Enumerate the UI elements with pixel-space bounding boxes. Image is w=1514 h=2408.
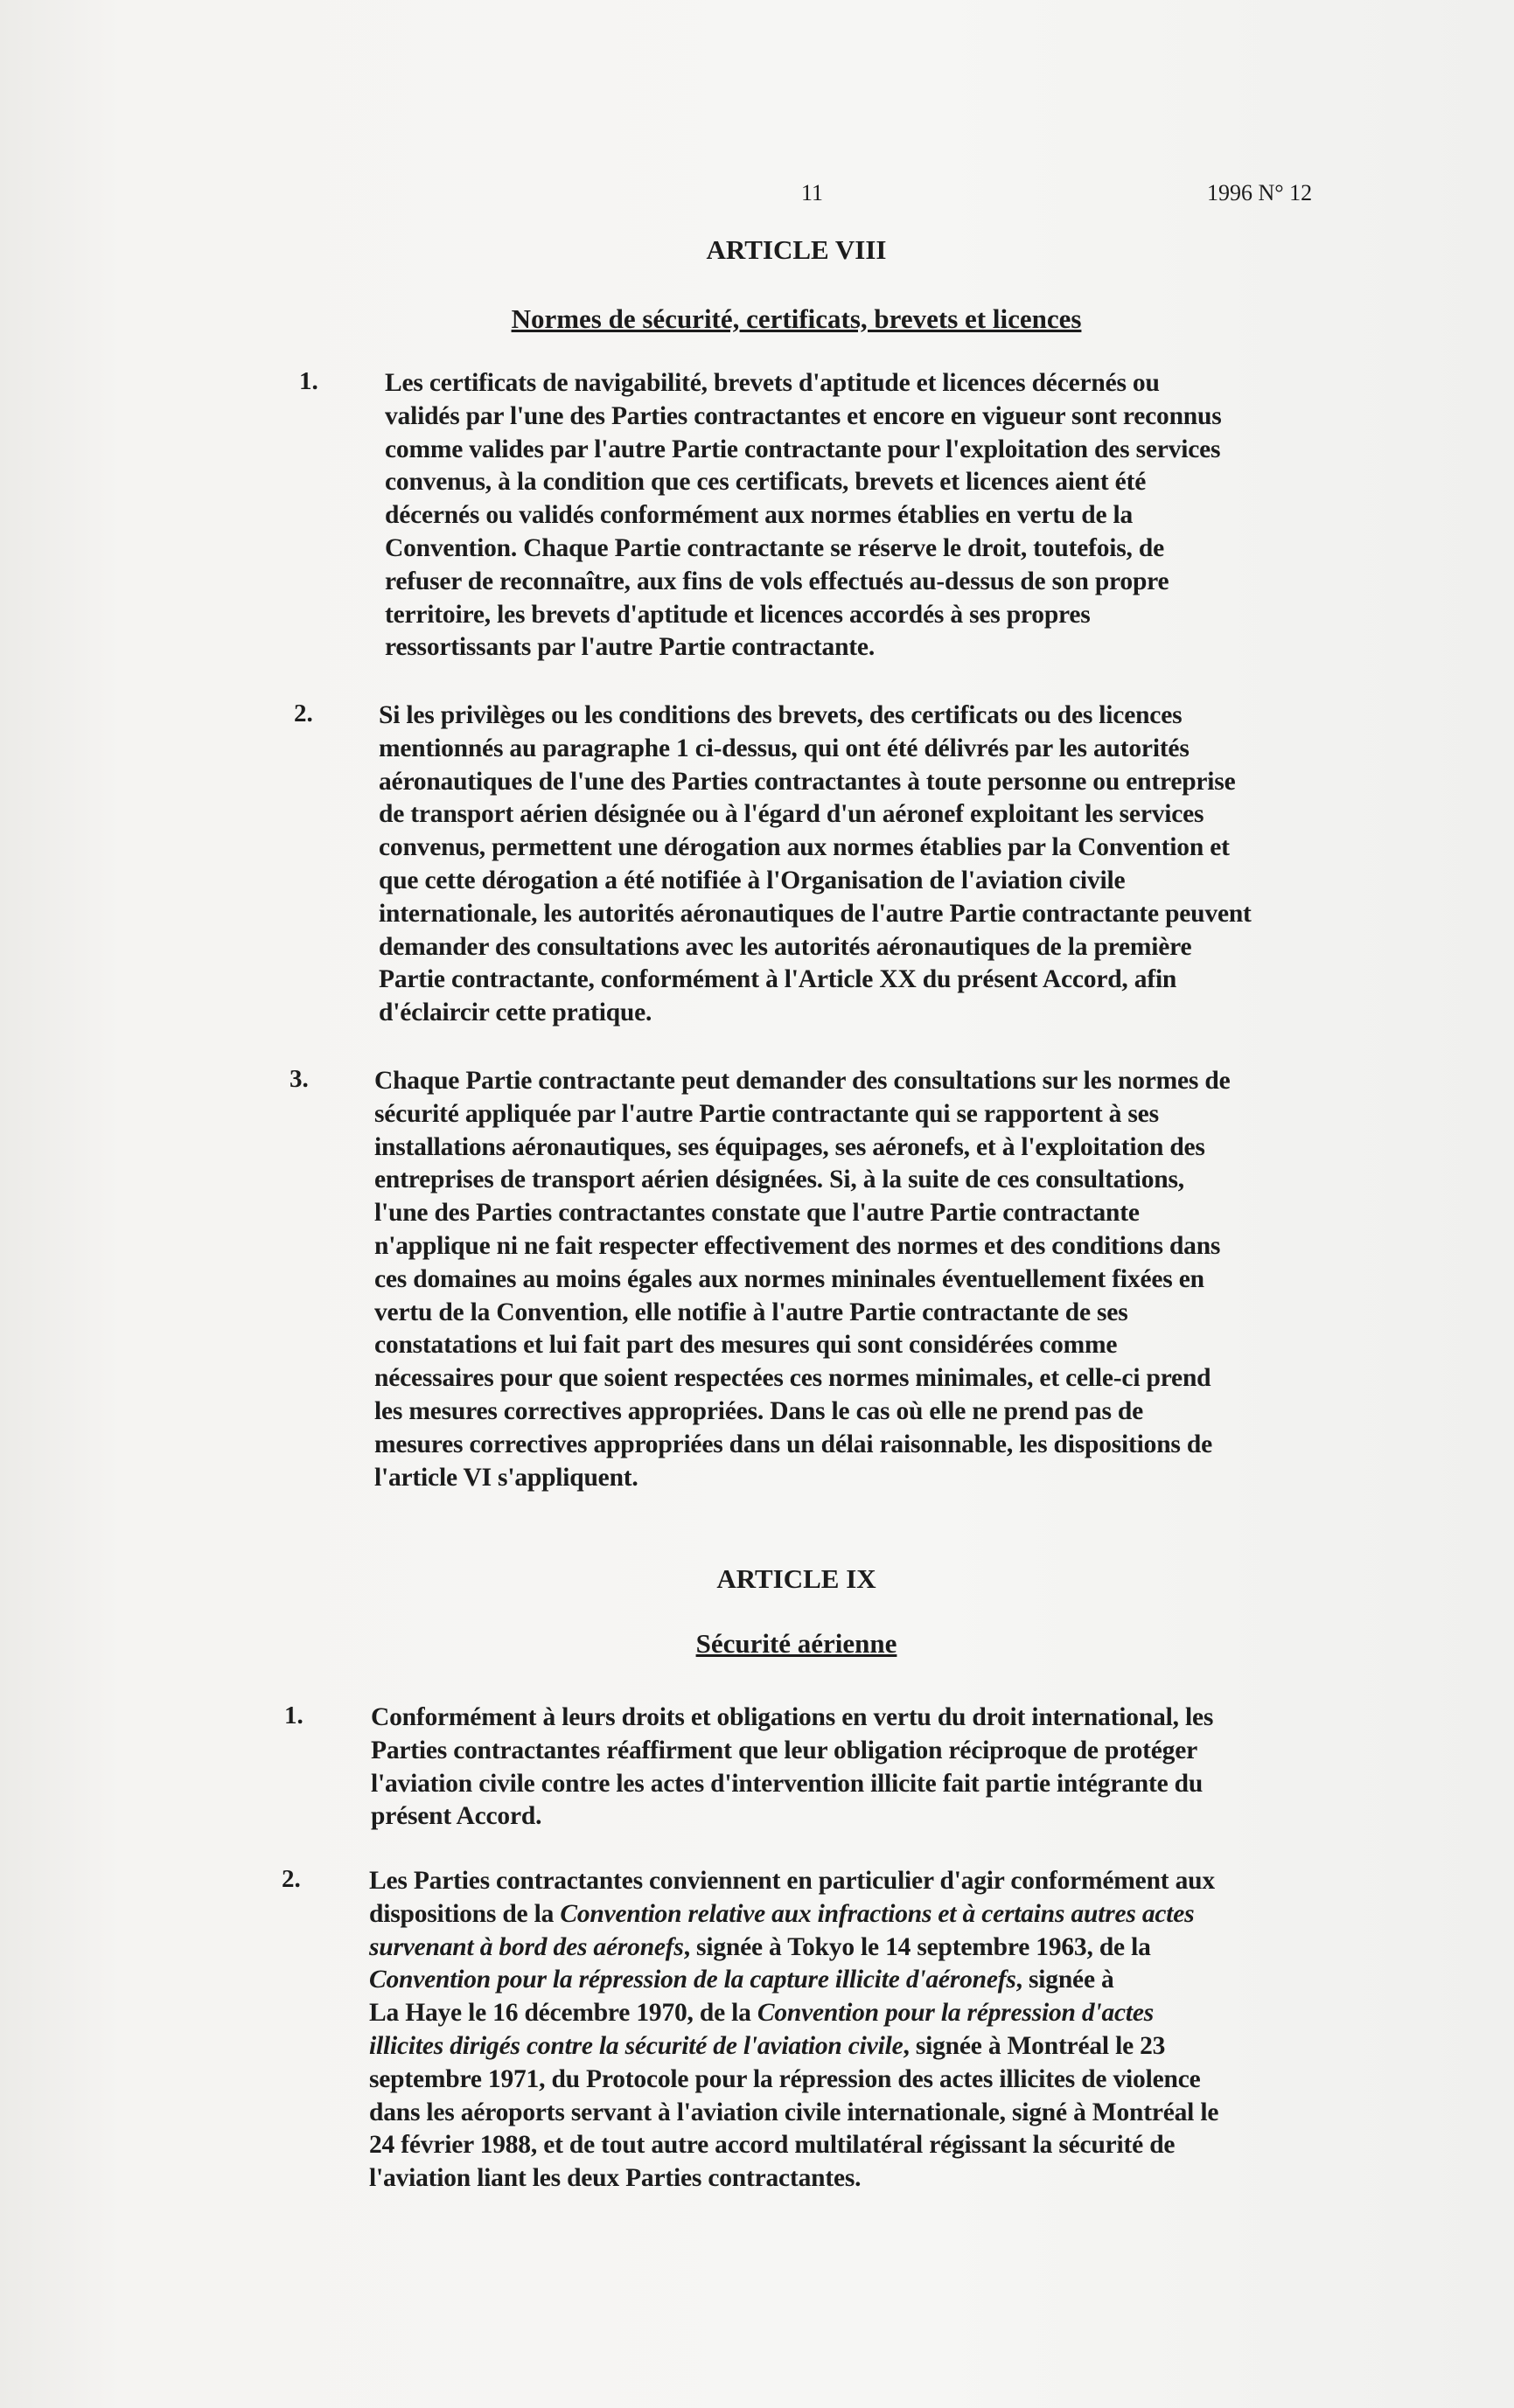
- page-number: 11: [801, 180, 824, 205]
- text-line: constatations et lui fait part des mesures qui sont considérées comme: [374, 1331, 1118, 1360]
- text-line: Conformément à leurs droits et obligations en vertu du droit international, les: [371, 1703, 1214, 1731]
- text-line: ces domaines au moins égales aux normes mininales éventuellement fixées en: [374, 1264, 1204, 1293]
- text-line: [369, 1865, 1218, 1898]
- article-8-para-1: [385, 367, 1221, 665]
- text-line: territoire, les brevets d'aptitude et licences accordés à ses propres: [385, 600, 1091, 629]
- text-segment: Les Parties contractantes conviennent en particulier d'agir conformément aux: [369, 1867, 1215, 1895]
- text-line: [369, 1997, 1218, 2030]
- text-line: [369, 1931, 1218, 1965]
- text-segment: 24 février 1988, et de tout autre accord multilatéral régissant la sécurité de: [369, 2131, 1176, 2160]
- document-reference: 1996 N° 12: [1207, 180, 1313, 205]
- text-line: Si les privilèges ou les conditions des brevets, des certificats ou des licences: [379, 701, 1183, 729]
- article-8-subtitle: Normes de sécurité, certificats, brevets et licences: [511, 303, 1082, 334]
- text-segment: La Haye le 16 décembre 1970, de la: [369, 1999, 757, 2028]
- italic-citation: survenant à bord des aéronefs: [369, 1932, 684, 1961]
- text-line: décernés ou validés conformément aux normes établies en vertu de la: [385, 501, 1134, 530]
- text-line: comme valides par l'autre Partie contractante pour l'exploitation des services: [385, 435, 1221, 463]
- text-line: l'article VI s'appliquent.: [374, 1463, 638, 1492]
- text-line: installations aéronautiques, ses équipages, ses aéronefs, et à l'exploitation des: [374, 1132, 1205, 1161]
- text-line: [369, 2162, 1218, 2196]
- text-segment: , signée à Tokyo le 14 septembre 1963, de la: [683, 1932, 1151, 1961]
- text-segment: , signée à: [1015, 1966, 1114, 1994]
- article-9-title: ARTICLE IX: [716, 1563, 876, 1594]
- article-8-title: ARTICLE VIII: [706, 234, 887, 265]
- text-segment: l'aviation liant les deux Parties contractantes.: [369, 2164, 862, 2193]
- text-line: internationale, les autorités aéronautiques de l'autre Partie contractante peuvent: [379, 899, 1252, 928]
- article-8-para-1-number: 1.: [299, 367, 318, 395]
- italic-citation: Convention relative aux infractions et à certains autres actes: [560, 1899, 1195, 1928]
- text-line: convenus, permettent une dérogation aux normes établies par la Convention et: [379, 833, 1230, 862]
- text-line: [369, 1964, 1218, 1997]
- article-9-para-1-number: 1.: [284, 1702, 303, 1729]
- text-line: Chaque Partie contractante peut demander des consultations sur les normes de: [374, 1067, 1231, 1095]
- text-line: Partie contractante, conformément à l'Article XX du présent Accord, afin: [379, 965, 1177, 994]
- text-line: n'applique ni ne fait respecter effectivement des normes et des conditions dans: [374, 1231, 1221, 1260]
- text-line: de transport aérien désignée ou à l'égard d'un aéronef exploitant les services: [379, 800, 1204, 829]
- text-segment: , signée à Montréal le 23: [903, 2031, 1166, 2060]
- article-9-para-2: [369, 1865, 1218, 2196]
- italic-citation: Convention pour la répression de la capture illicite d'aéronefs: [369, 1966, 1016, 1994]
- text-line: [369, 2030, 1218, 2064]
- text-segment: dispositions de la: [369, 1899, 561, 1928]
- text-segment: septembre 1971, du Protocole pour la répression des actes illicites de violence: [369, 2064, 1201, 2093]
- text-line: que cette dérogation a été notifiée à l'Organisation de l'aviation civile: [379, 866, 1126, 894]
- article-8-para-2-number: 2.: [294, 699, 313, 727]
- text-line: d'éclaircir cette pratique.: [379, 999, 652, 1027]
- text-line: [369, 2064, 1218, 2097]
- text-line: Les certificats de navigabilité, brevets d'aptitude et licences décernés ou: [385, 369, 1160, 397]
- text-line: Parties contractantes réaffirment que leur obligation réciproque de protéger: [371, 1736, 1197, 1764]
- text-line: nécessaires pour que soient respectées ces normes minimales, et celle-ci prend: [374, 1364, 1211, 1393]
- article-9-subtitle: Sécurité aérienne: [695, 1628, 897, 1659]
- article-9-para-1: [371, 1702, 1213, 1834]
- text-line: présent Accord.: [371, 1802, 542, 1831]
- text-line: aéronautiques de l'une des Parties contractantes à toute personne ou entreprise: [379, 767, 1236, 796]
- text-line: mentionnés au paragraphe 1 ci-dessus, qui ont été délivrés par les autorités: [379, 734, 1190, 762]
- text-line: convenus, à la condition que ces certificats, brevets et licences aient été: [385, 468, 1147, 497]
- text-segment: dans les aéroports servant à l'aviation civile internationale, signé à Montréal le: [369, 2098, 1219, 2126]
- article-9-para-2-number: 2.: [282, 1865, 301, 1893]
- text-line: refuser de reconnaître, aux fins de vols effectués au-dessus de son propre: [385, 567, 1169, 595]
- text-line: vertu de la Convention, elle notifie à l'autre Partie contractante de ses: [374, 1298, 1128, 1326]
- text-line: [369, 1898, 1218, 1931]
- text-line: Convention. Chaque Partie contractante se réserve le droit, toutefois, de: [385, 533, 1164, 562]
- italic-citation: Convention pour la répression d'actes: [757, 1999, 1155, 2028]
- text-line: validés par l'une des Parties contractantes et encore en vigueur sont reconnus: [385, 401, 1222, 430]
- text-line: [369, 2129, 1218, 2162]
- text-line: l'une des Parties contractantes constate que l'autre Partie contractante: [374, 1199, 1140, 1228]
- article-8-para-2: [379, 699, 1252, 1030]
- article-8-para-3: [374, 1065, 1230, 1494]
- italic-citation: illicites dirigés contre la sécurité de l'aviation civile: [369, 2031, 904, 2060]
- article-8-para-3-number: 3.: [290, 1065, 309, 1093]
- text-line: demander des consultations avec les autorités aéronautiques de la première: [379, 932, 1192, 961]
- text-line: mesures correctives appropriées dans un délai raisonnable, les dispositions de: [374, 1430, 1212, 1458]
- text-line: [369, 2097, 1218, 2130]
- text-line: l'aviation civile contre les actes d'intervention illicite fait partie intégrante du: [371, 1769, 1204, 1798]
- text-line: sécurité appliquée par l'autre Partie contractante qui se rapportent à ses: [374, 1099, 1159, 1128]
- text-line: entreprises de transport aérien désignées. Si, à la suite de ces consultations,: [374, 1166, 1184, 1194]
- text-line: les mesures correctives appropriées. Dans le cas où elle ne prend pas de: [374, 1396, 1143, 1425]
- text-line: ressortissants par l'autre Partie contractante.: [385, 633, 876, 662]
